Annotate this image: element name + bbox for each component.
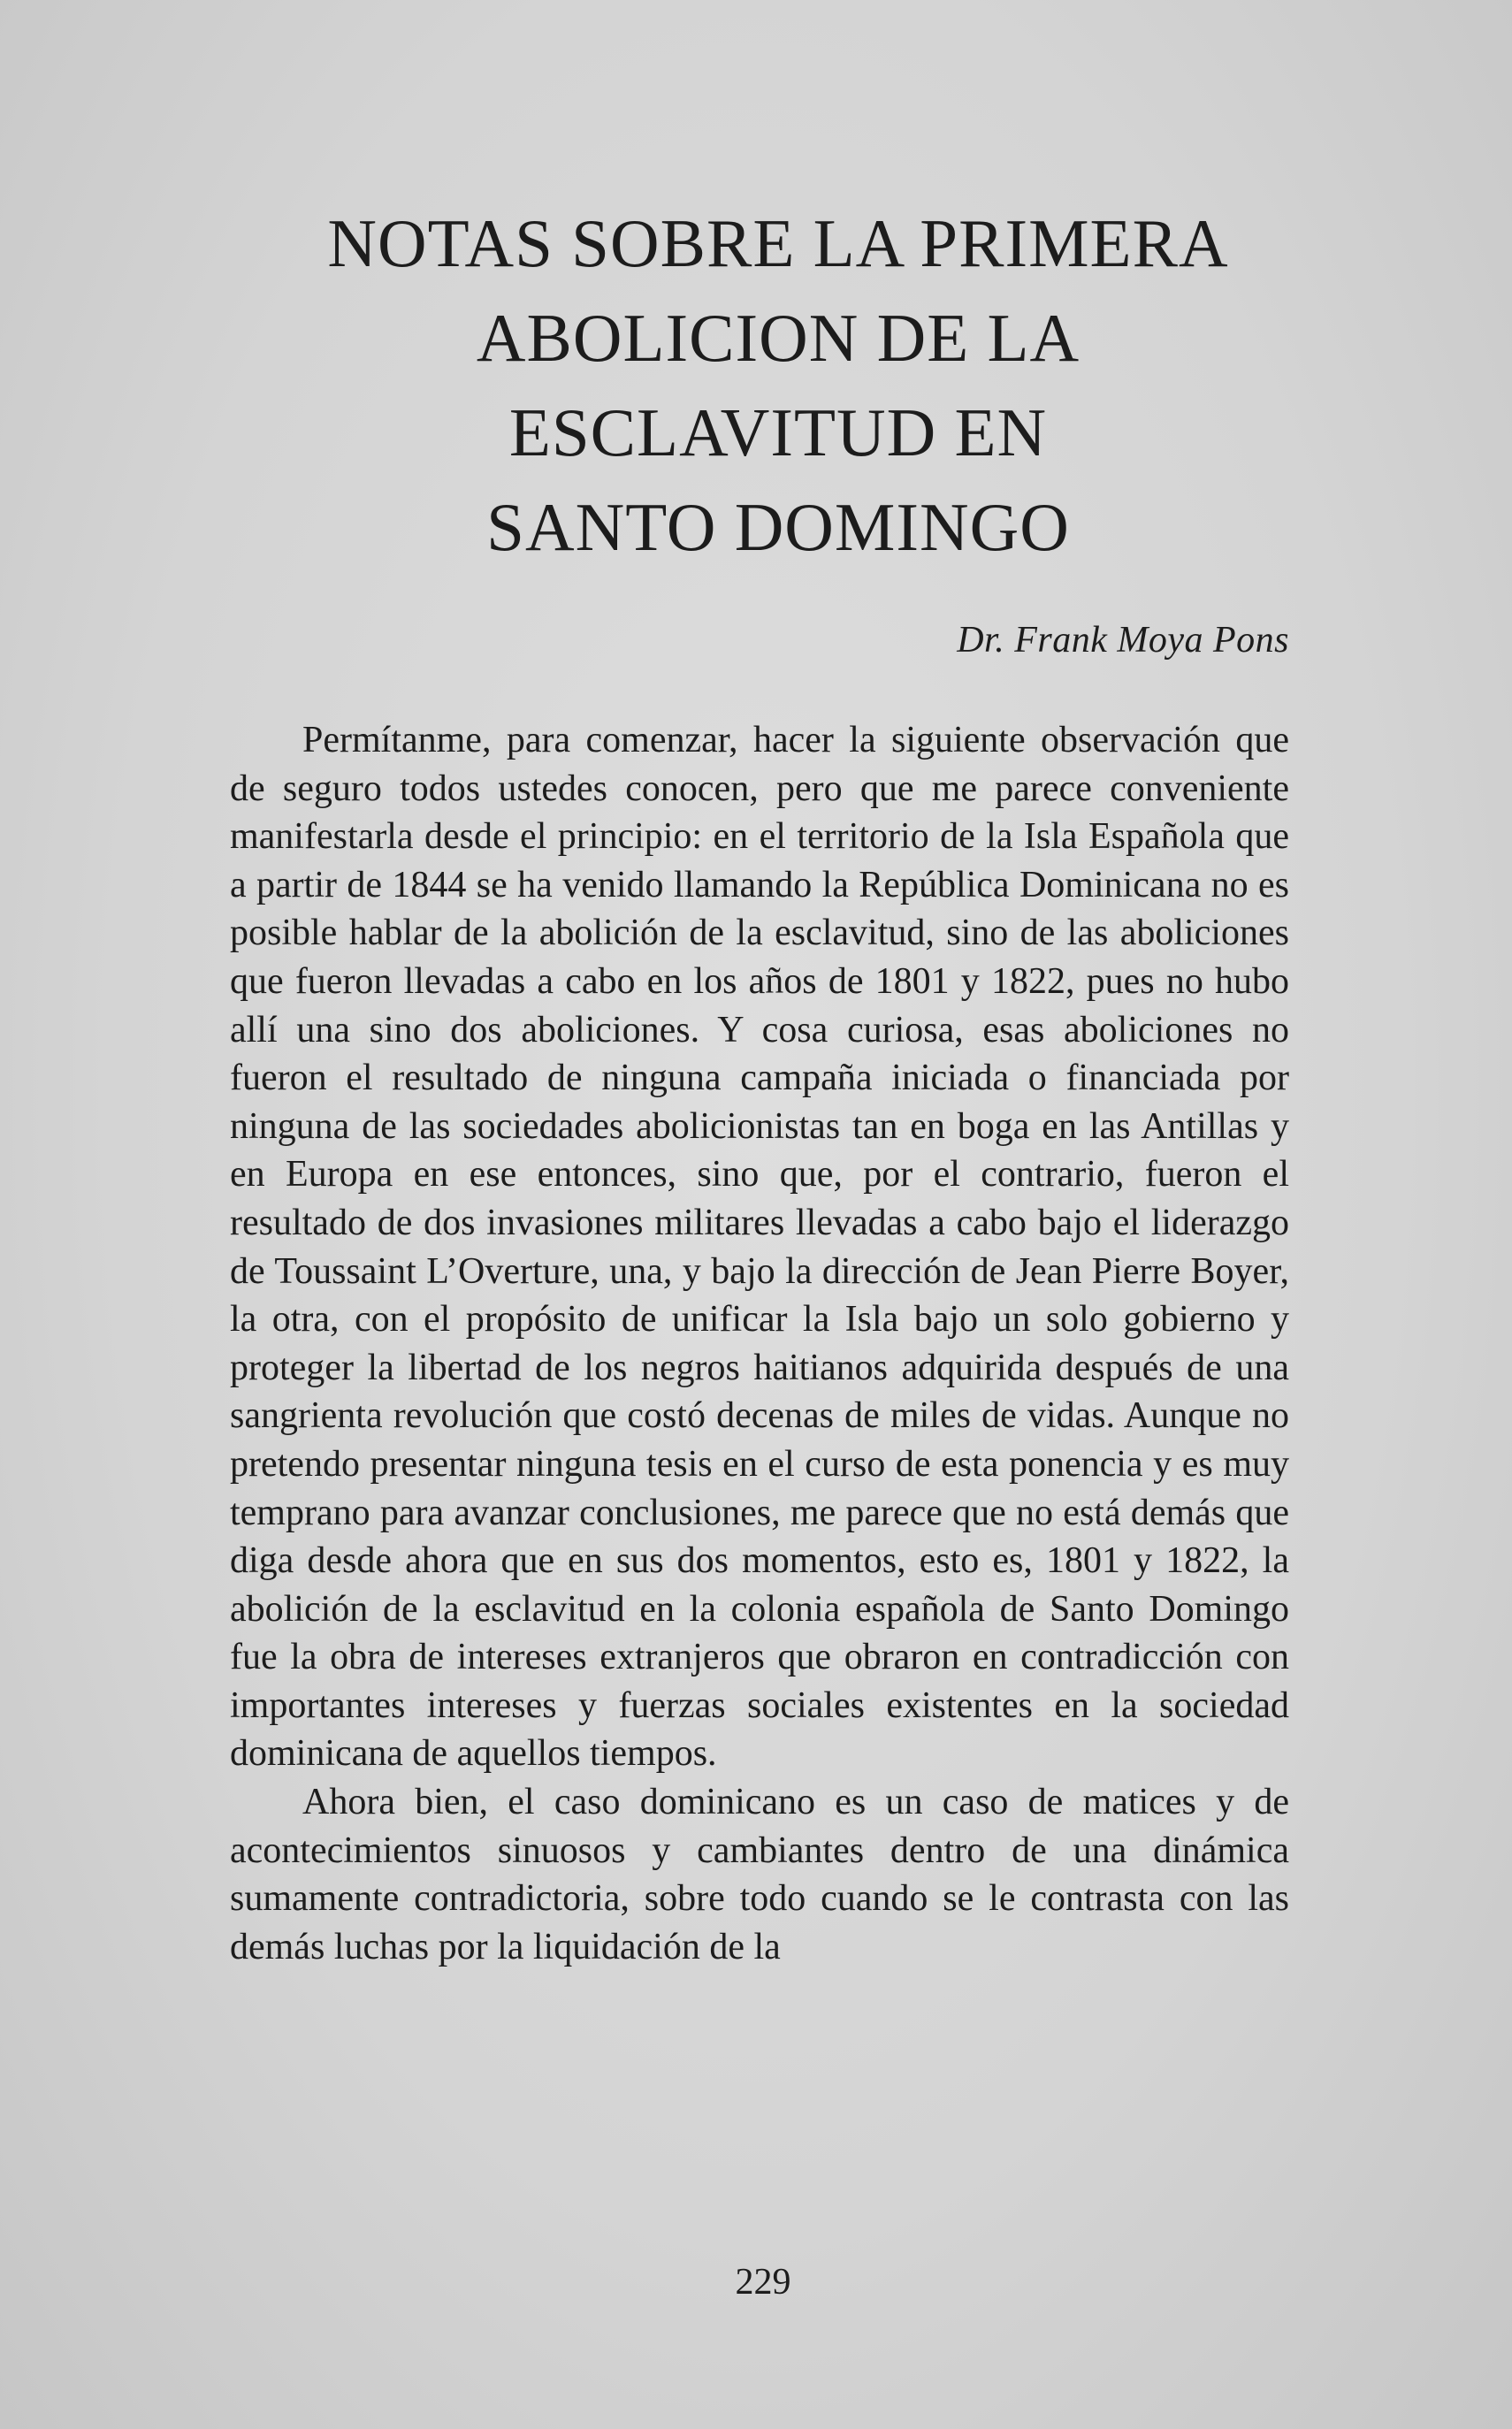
title-line: SANTO DOMINGO xyxy=(486,489,1070,565)
article-body xyxy=(230,716,1289,1971)
author-byline: Dr. Frank Moya Pons xyxy=(957,620,1289,661)
body-paragraph: Permítanme, para comenzar, hacer la siguiente observación que de seguro todos ustedes conocen, pero que me parece conveniente manifestarla desde el principio: en el territorio de la Isla Española que a partir de 1844 se ha venido llamando la República Dominicana no es posible hablar de la abolición de la esclavitud, sino de las aboliciones que fueron llevadas a cabo en los años de 1801 y 1822, pues no hubo allí una sino dos aboliciones. Y cosa curiosa, esas aboliciones no fueron el resultado de ninguna campaña iniciada o financiada por ninguna de las sociedades abolicionistas tan en boga en las Antillas y en Europa en ese entonces, sino que, por el contrario, fueron el resultado de dos invasiones militares llevadas a cabo bajo el liderazgo de Toussaint L’Overture, una, y bajo la dirección de Jean Pierre Boyer, la otra, con el propósito de unificar la Isla bajo un solo gobierno y proteger la libertad de los negros haitianos adquirida después de una sangrienta revolución que costó decenas de miles de vidas. Aunque no pretendo presentar ninguna tesis en el curso de esta ponencia y es muy temprano para avanzar conclusiones, me parece que no está demás que diga desde ahora que en sus dos momentos, esto es, 1801 y 1822, la abolición de la esclavitud en la colonia española de Santo Domingo fue la obra de intereses extranjeros que obraron en contradicción con importantes intereses y fuerzas sociales existentes en la sociedad dominicana de aquellos tiempos. xyxy=(230,720,1289,1775)
title-line: ABOLICION DE LA xyxy=(476,300,1081,376)
title-line: NOTAS SOBRE LA PRIMERA xyxy=(327,205,1229,281)
title-line: ESCLAVITUD EN xyxy=(508,394,1048,470)
body-paragraph: Ahora bien, el caso dominicano es un caso de matices y de acontecimientos sinuosos y cambiantes dentro de una dinámica sumamente contradictoria, sobre todo cuando se le contrasta con las demás luchas por la liquidación de la xyxy=(230,1782,1289,1967)
page-number: 229 xyxy=(735,2262,791,2303)
article-title xyxy=(0,196,1512,575)
